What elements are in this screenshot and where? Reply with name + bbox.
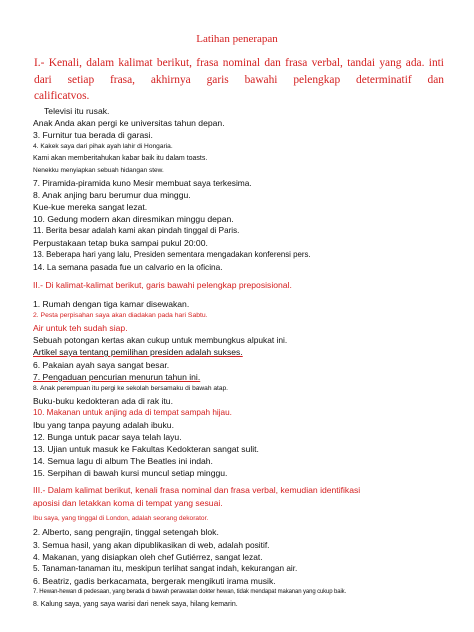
section-2-item: Buku-buku kedokteran ada di rak itu. (33, 396, 173, 406)
section-2-item-underlined: Artikel saya tentang pemilihan presiden adalah sukses. (33, 347, 243, 357)
section-2-item: Air untuk teh sudah siap. (33, 323, 128, 333)
section-1-heading (34, 55, 444, 105)
section-2-item: 1. Rumah dengan tiga kamar disewakan. (33, 299, 190, 309)
section-2-item: Sebuah potongan kertas akan cukup untuk membungkus alpukat ini. (33, 335, 288, 345)
section-1-item: 3. Furnitur tua berada di garasi. (33, 130, 153, 140)
section-1-item: 10. Gedung modern akan diresmikan minggu depan. (33, 214, 234, 224)
section-1-item: 14. La semana pasada fue un calvario en la oficina. (33, 262, 223, 272)
section-1-item: 8. Anak anjing baru berumur dua minggu. (33, 190, 191, 200)
section-3-item: 5. Tanaman-tanaman itu, meskipun terlihat sangat indah, kekurangan air. (33, 564, 298, 573)
section-1-heading-line-2: inti dari setiap frasa, akhirnya garis bawahi pelengkap determinatif dan (34, 57, 444, 86)
section-1-item: 4. Kakek saya dari pihak ayah lahir di Hongaria. (33, 143, 173, 150)
section-2-item: 14. Semua lagu di album The Beatles ini indah. (33, 456, 213, 466)
section-1-item: 13. Beberapa hari yang lalu, Presiden sementara mengadakan konferensi pers. (33, 250, 311, 259)
section-3-heading-line-1: III.- Dalam kalimat berikut, kenali frasa nominal dan frasa verbal, kemudian identifikasi (33, 485, 361, 495)
section-1-item: Nenekku menyiapkan sebuah hidangan stew. (33, 167, 164, 174)
section-2-item: 13. Ujian untuk masuk ke Fakultas Kedokteran sangat sulit. (33, 444, 259, 454)
section-2-item: 6. Pakaian ayah saya sangat besar. (33, 360, 170, 370)
section-1-item: Anak Anda akan pergi ke universitas tahun depan. (33, 118, 225, 128)
section-3-item: 8. Kalung saya, yang saya warisi dari nenek saya, hilang kemarin. (33, 601, 238, 608)
section-1-item: Televisi itu rusak. (44, 106, 110, 116)
section-2-item: 15. Serpihan di bawah kursi muncul setiap minggu. (33, 468, 228, 478)
section-1-item: 11. Berita besar adalah kami akan pindah tinggal di Paris. (33, 226, 240, 235)
section-1-item: Kue-kue mereka sangat lezat. (33, 202, 148, 212)
section-1-heading-line-3: calificatvos. (34, 90, 90, 102)
section-3-heading-line-2: aposisi dan letakkan koma di tempat yang sesuai. (33, 498, 223, 508)
section-3-item: 6. Beatriz, gadis berkacamata, bergerak mengikuti irama musik. (33, 576, 276, 586)
section-2-item: Ibu yang tanpa payung adalah ibuku. (33, 420, 174, 430)
section-1-item: Kami akan memberitahukan kabar baik itu dalam toasts. (33, 155, 208, 162)
section-1-item: Perpustakaan tetap buka sampai pukul 20:00. (33, 238, 208, 248)
page-title: Latihan penerapan (196, 33, 278, 45)
section-3-item: 3. Semua hasil, yang akan dipublikasikan di web, adalah positif. (33, 540, 270, 550)
section-3-item: 2. Alberto, sang pengrajin, tinggal setengah blok. (33, 527, 219, 537)
section-2-item: 8. Anak perempuan itu pergi ke sekolah bersamaku di bawah atap. (33, 385, 229, 392)
section-2-item: 10. Makanan untuk anjing ada di tempat sampah hijau. (33, 408, 232, 417)
section-3-item: Ibu saya, yang tinggal di London, adalah seorang dekorator. (33, 515, 209, 522)
section-2-item-underlined: 7. Pengaduan pencurian menurun tahun ini. (33, 372, 201, 382)
section-2-heading: II.- Di kalimat-kalimat berikut, garis bawahi pelengkap preposisional. (33, 280, 292, 290)
section-3-item: 4. Makanan, yang disiapkan oleh chef Gutiérrez, sangat lezat. (33, 552, 263, 562)
section-2-item: 2. Pesta perpisahan saya akan diadakan pada hari Sabtu. (33, 312, 208, 319)
section-1-heading-line-1: I.- Kenali, dalam kalimat berikut, frasa nominal dan frasa verbal, tandai yang ada. (34, 57, 425, 69)
section-1-item: 7. Piramida-piramida kuno Mesir membuat saya terkesima. (33, 178, 252, 188)
section-3-item: 7. Hewan-hewan di pedesaan, yang berada di bawah perawatan dokter hewan, tidak mendapat makanan yang cukup baik. (33, 589, 347, 595)
section-2-item: 12. Bunga untuk pacar saya telah layu. (33, 432, 182, 442)
